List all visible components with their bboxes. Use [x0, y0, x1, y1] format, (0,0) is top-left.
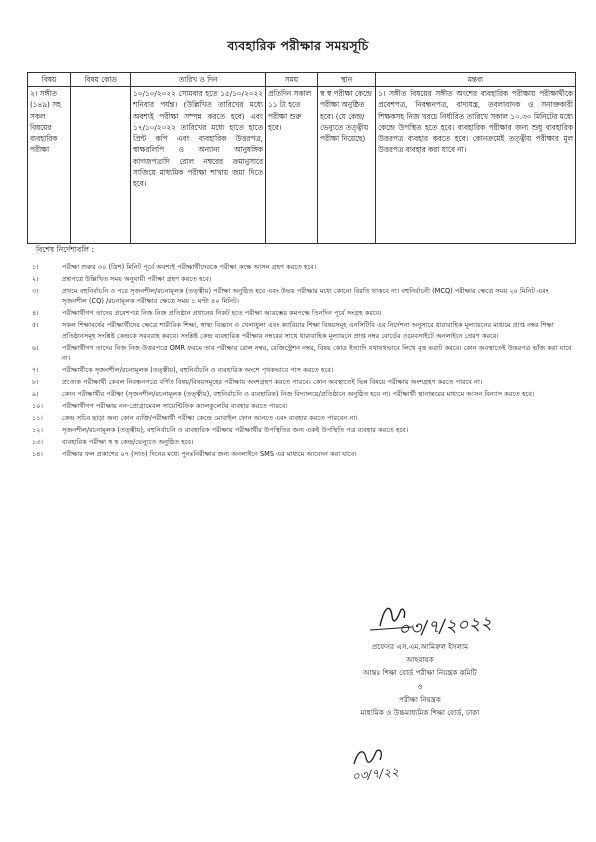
- item-number: ১৩।: [32, 438, 43, 447]
- page-title: ব্যবহারিক পরীক্ষার সময়সূচি: [227, 38, 369, 53]
- item-number: ১১।: [32, 414, 43, 423]
- cell-code: [71, 87, 131, 244]
- list-item: [32, 413, 572, 423]
- table-header-row: [28, 73, 576, 87]
- item-text: পরীক্ষার্থীগণ তাদের নিজ নিজ উত্তরপত্রে OMR ফরমে তার পরীক্ষার রোল নম্বর, রেজিস্ট্রেশন নম্বর, বিষয় কোড ইত্যাদি যথাযথভাবে লিখে বৃত্ত ভরাট করবে। কোন অবস্থাতেই উত্তরপত্র ভাঁজ করা যাবে না।: [62, 343, 572, 363]
- header-subject: বিষয়: [28, 73, 71, 87]
- item-text: কেন্দ্র সচিব ছাড়া অন্য কোন ব্যক্তি/পরীক্ষার্থী পরীক্ষা কেন্দ্রে মোবাইল ফোন আনতে এবং ব্যবহার করতে পারবেন না।: [62, 414, 358, 423]
- list-item: [32, 365, 572, 375]
- list-item: [32, 425, 572, 435]
- cell-subject: ২। সঙ্গীত (১৪৯) সহ সকল বিষয়ের ব্যবহারিক পরীক্ষা: [28, 87, 71, 244]
- item-number: ১২।: [32, 426, 43, 435]
- list-item: [32, 437, 572, 447]
- cell-time: প্রতিদিন সকাল ১১ টা হতে পরীক্ষা শুরু হবে।: [266, 87, 318, 244]
- list-item: [32, 274, 572, 284]
- item-text: সৃজনশীল/রচনামূলক (তত্ত্বীয়), বহুনির্বাচনি ও ব্যবহারিক পরীক্ষায় পরীক্ষার্থীর উপস্থিতির জন্য একই উপস্থিতি পত্র ব্যবহার করতে হবে।: [62, 426, 409, 435]
- item-text: পরীক্ষার্থীগণ পরীক্ষায় নন-প্রোগ্রামেবল সায়েন্টিফিক ক্যালকুলেটর ব্যবহার করতে পারবে।: [62, 402, 288, 411]
- header-date: তারিখ ও দিন: [131, 73, 266, 87]
- list-item: [32, 449, 572, 459]
- list-item: [32, 401, 572, 411]
- schedule-table: [27, 72, 576, 244]
- item-number: ৫।: [32, 321, 39, 330]
- list-item: [32, 377, 572, 387]
- header-time: সময়: [266, 73, 318, 87]
- item-number: ৯।: [32, 390, 39, 399]
- cell-date: ১০/১০/২০২২ সোমবার হতে ১৫/১০/২০২২ শনিবার পর্যন্ত। (উল্লিখিত তারিখের মধ্যে অবশ্যই পরীক্ষা সম্পন্ন করতে হবে) এবং ১৭/১০/২০২২ তারিখের মধ্যে হাতে হাতে প্রিন্ট কপি এবং ব্যবহারিক উত্তরপত্র, স্বাক্ষরলিপি ও অন্যান্য আনুষঙ্গিক কাগজপত্রাদি রোল নম্বরের ক্রমানুসারে সাজিয়ে মাধ্যমিক পরীক্ষা শাখায় জমা দিতে হবে।: [131, 87, 266, 244]
- item-number: ১০।: [32, 402, 43, 411]
- instructions-list: [32, 262, 572, 461]
- signatory-board: মাধ্যমিক ও উচ্চমাধ্যমিক শিক্ষা বোর্ড, ঢাকা: [360, 708, 480, 718]
- item-number: ৬।: [32, 343, 39, 352]
- list-item: [32, 308, 572, 318]
- item-text: পরীক্ষার্থীগণ তাদের প্রবেশপত্র নিজ নিজ প্রতিষ্ঠান প্রধানের নিকট হতে পরীক্ষা আরম্ভের কমপক্ষে তিনদিন পূর্বে সংগ্রহ করবে।: [62, 309, 382, 318]
- header-remarks: মন্তব্য: [376, 73, 576, 87]
- list-item: [32, 286, 572, 307]
- item-text: প্রশ্নপত্রে উল্লিখিত সময় অনুযায়ী পরীক্ষা গ্রহণ করতে হবে।: [62, 275, 212, 283]
- cell-remarks: ১। সঙ্গীত বিষয়ের সঙ্গীত অংশের ব্যবহারিক পরীক্ষায় পরীক্ষার্থীকে প্রবেশপত্র, নিবন্ধনপত্র, বাদ্যযন্ত্র, তবলাবাদক ও সনাক্তকারী শিক্ষকসহ নিজ খরচে নির্ধারিত তারিখে সকাল ১০.৩০ মিনিটের মধ্যে কেন্দ্রে উপস্থিত হতে হবে। ব্যবহারিক পরীক্ষার জন্য শুধু ব্যবহারিক উত্তরপত্র ব্যবহার করতে হবে। কোনক্রমেই তত্ত্বীয় পরীক্ষার মূল উত্তরপত্র ব্যবহার করা যাবে না।: [376, 87, 576, 244]
- item-text: পরীক্ষার ফল প্রকাশের ০৭ (সাত) দিনের মধ্যে পুনঃনিরীক্ষার জন্য অনলাইনে SMS এর মাধ্যমে আবেদন করা যাবে।: [62, 450, 357, 459]
- item-text: প্রথমে বহুনির্বাচনি ও পরে সৃজনশীল/রচনামূলক (তত্ত্বীয়) পরীক্ষা অনুষ্ঠিত হবে এবং উভয় পরীক্ষার মধ্যে কোনো বিরতি থাকবে না। বহুনির্বাচনী (MCQ) পরীক্ষার ক্ষেত্রে সময় ২০ মিনিট এবং সৃজনশীল (CQ) /রচনামূলক পরীক্ষার ক্ষেত্রে সময় ১ ঘণ্টা ৪০ মিনিট।: [62, 287, 549, 306]
- list-item: [32, 343, 572, 364]
- item-text: পরীক্ষা শুরুর ৩০ (ত্রিশ) মিনিট পূর্বে অবশ্যই পরীক্ষার্থীদেরকে পরীক্ষা কক্ষে আসন গ্রহণ করতে হবে।: [62, 263, 317, 271]
- list-item: [32, 320, 572, 341]
- initial-date: ০৩/৭/২২: [351, 764, 400, 784]
- list-item: [32, 389, 572, 399]
- signatory-committee: আন্তঃ শিক্ষা বোর্ড পরীক্ষা নিয়ন্ত্রক কমিটি: [363, 668, 477, 678]
- item-text: প্রত্যেক পরীক্ষার্থী কেবল নিবন্ধনপত্রে বর্ণিত বিষয়/বিষয়সমূহের পরীক্ষায় অংশগ্রহণ করতে পারবে। কোন অবস্থাতেই ভিন্ন বিষয়ে পরীক্ষায় অংশগ্রহণ করতে পারবে না।: [62, 378, 483, 387]
- header-place: স্থান: [318, 73, 376, 87]
- cell-place: স্ব স্ব পরীক্ষা কেন্দ্রে পরীক্ষা অনুষ্ঠিত হবে। (যে কেন্দ্র/ ভেন্যুতে তত্ত্বীয় পরীক্ষা নিয়েছে): [318, 87, 376, 244]
- item-number: ৪।: [32, 309, 39, 318]
- item-text: সকল শিক্ষাবর্ষের পরীক্ষার্থীদের ক্ষেত্রে শারীরিক শিক্ষা, স্বাস্থ্য বিজ্ঞান ও খেলাধুলা এবং ক্যারিয়ার শিক্ষা বিষয়সমূহ এনসিটিবি এর নির্দেশনা অনুসারে ধারাবাহিক মূল্যায়নের মাধ্যমে প্রাপ্ত নম্বর শিক্ষা প্রতিষ্ঠানসমূহ সংশ্লিষ্ট কেন্দ্রকে সরবরাহ করবে। সংশ্লিষ্ট কেন্দ্র ব্যবহারিক পরীক্ষার নম্বরের সাথে ধারাবাহিক মূল্যায়নে প্রাপ্ত নম্বর বোর্ডের ওয়েবসাইটে অনলাইনে প্রেরণ করবে।: [62, 321, 554, 340]
- instructions-title: বিশেষ নির্দেশাবলি :: [36, 245, 95, 254]
- item-text: কোন পরীক্ষার্থীর পরীক্ষা (সৃজনশীল/রচনামূলক (তত্ত্বীয়), বহুনির্বাচনি ও ব্যবহারিক) নিজ বিদ্যালয়ে/প্রতিষ্ঠানে অনুষ্ঠিত হবে না। পরীক্ষার্থী স্থানান্তরের মাধ্যমে আসন বিন্যাস করতে হবে।: [62, 390, 535, 399]
- signatory-name: প্রফেসর এস.এম.আমিরুল ইসলাম: [371, 642, 469, 651]
- signature-date: ০৩/৭/২০২২: [397, 612, 493, 641]
- signatory-block: [300, 640, 540, 719]
- item-number: ৮।: [32, 378, 39, 387]
- item-number: ১।: [32, 263, 39, 271]
- item-text: ব্যবহারিক পরীক্ষা স্ব স্ব কেন্দ্র/ভেন্যুতে অনুষ্ঠিত হবে।: [62, 438, 194, 447]
- signatory-controller: পরীক্ষা নিয়ন্ত্রক: [399, 694, 441, 704]
- item-number: ২।: [32, 275, 39, 283]
- item-number: ৭।: [32, 366, 39, 375]
- item-text: পরীক্ষার্থীকে সৃজনশীল/রচনামূলক (তত্ত্বীয়), বহুনির্বাচনি ও ব্যবহারিক অংশে পৃথকভাবে পাস করতে হবে।: [62, 366, 334, 375]
- signatory-role: আহবায়ক: [406, 655, 434, 665]
- table-row: [28, 87, 576, 244]
- header-code: বিষয় কোড: [71, 73, 131, 87]
- list-item: [32, 262, 572, 272]
- signatory-and: ও: [417, 681, 423, 691]
- item-number: ১৪।: [32, 450, 43, 459]
- item-number: ৩।: [32, 287, 39, 295]
